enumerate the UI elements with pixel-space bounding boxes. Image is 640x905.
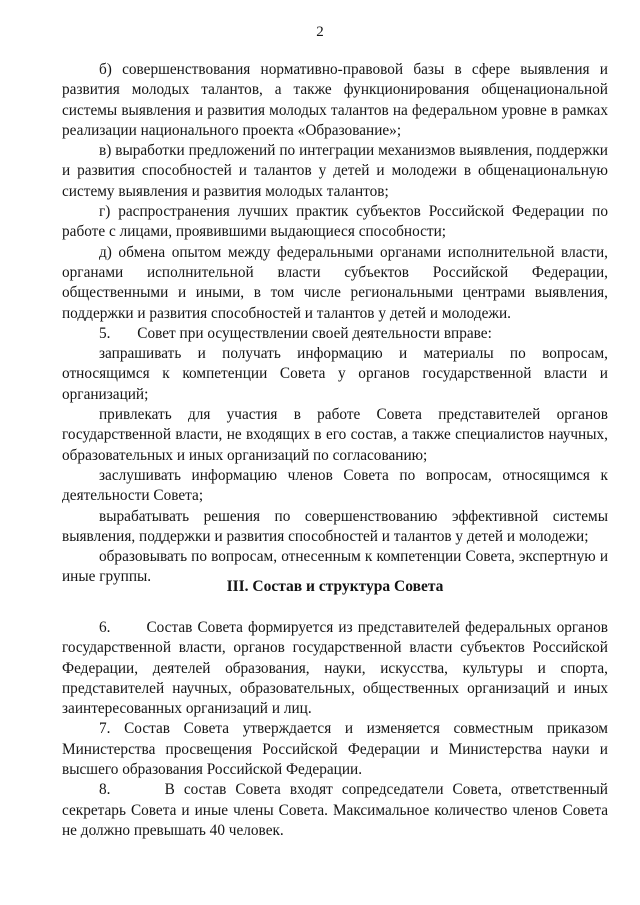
right-form-groups: образовывать по вопросам, отнесенным к компетенции Совета, экспертную и иные группы.	[62, 548, 608, 586]
right-hear-members: заслушивать информацию членов Совета по вопросам, относящимся к деятельности Совета;	[62, 466, 608, 505]
page-number: 2	[316, 24, 324, 40]
right-request-info: запрашивать и получать информацию и материалы по вопросам, относящимся к компетенции Совета у органов государственной власти и организаций;	[62, 345, 608, 403]
paragraph-6: 6. Состав Совета формируется из представителей федеральных органов государственной власти, органов государственной власти субъектов Российской Федерации, деятелей образования, науки, искусства, культуры и спорта, представителей научных, образовательных, общественных организаций и иных заинтересованных организаций и лиц.	[62, 619, 608, 718]
paragraph-5: 5. Совет при осуществлении своей деятельности вправе:	[99, 324, 492, 342]
paragraph-b: б) совершенствования нормативно-правовой базы в сфере выявления и развития молодых талантов, а также функционирования общенациональной системы выявления и развития молодых талантов на федеральном уровне в рамках реализации национального проекта «Образование»;	[62, 61, 608, 139]
right-develop-decisions: вырабатывать решения по совершенствованию эффективной системы выявления, поддержки и развития способностей и талантов у детей и молодежи;	[62, 507, 608, 545]
paragraph-8: 8. В состав Совета входят сопредседатели Совета, ответственный секретарь Совета и иные члены Совета. Максимальное количество членов Совета не должно превышать 40 человек.	[62, 781, 608, 839]
paragraph-g: г) распространения лучших практик субъектов Российской Федерации по работе с лицами, проявившими выдающиеся способности;	[62, 203, 608, 241]
paragraph-d: д) обмена опытом между федеральными органами исполнительной власти, органами исполнительной власти субъектов Российской Федерации, общественными и иными, в том числе региональными центрами выявления, поддержки и развития способностей и талантов у детей и молодежи.	[62, 243, 608, 322]
section-heading: III. Состав и структура Совета	[226, 578, 444, 595]
body-text-bottom	[62, 618, 608, 841]
right-involve-representatives: привлекать для участия в работе Совета представителей органов государственной власти, не входящих в его состав, а также специалистов научных, образовательных и иных организаций по согласованию;	[62, 406, 608, 464]
paragraph-7: 7. Состав Совета утверждается и изменяется совместным приказом Министерства просвещения Российской Федерации и Министерства науки и высшего образования Российской Федерации.	[62, 720, 608, 779]
body-text-top	[62, 60, 608, 588]
paragraph-v: в) выработки предложений по интеграции механизмов выявления, поддержки и развития способностей и талантов у детей и молодежи в общенациональную систему выявления и развития молодых талантов;	[62, 142, 608, 200]
